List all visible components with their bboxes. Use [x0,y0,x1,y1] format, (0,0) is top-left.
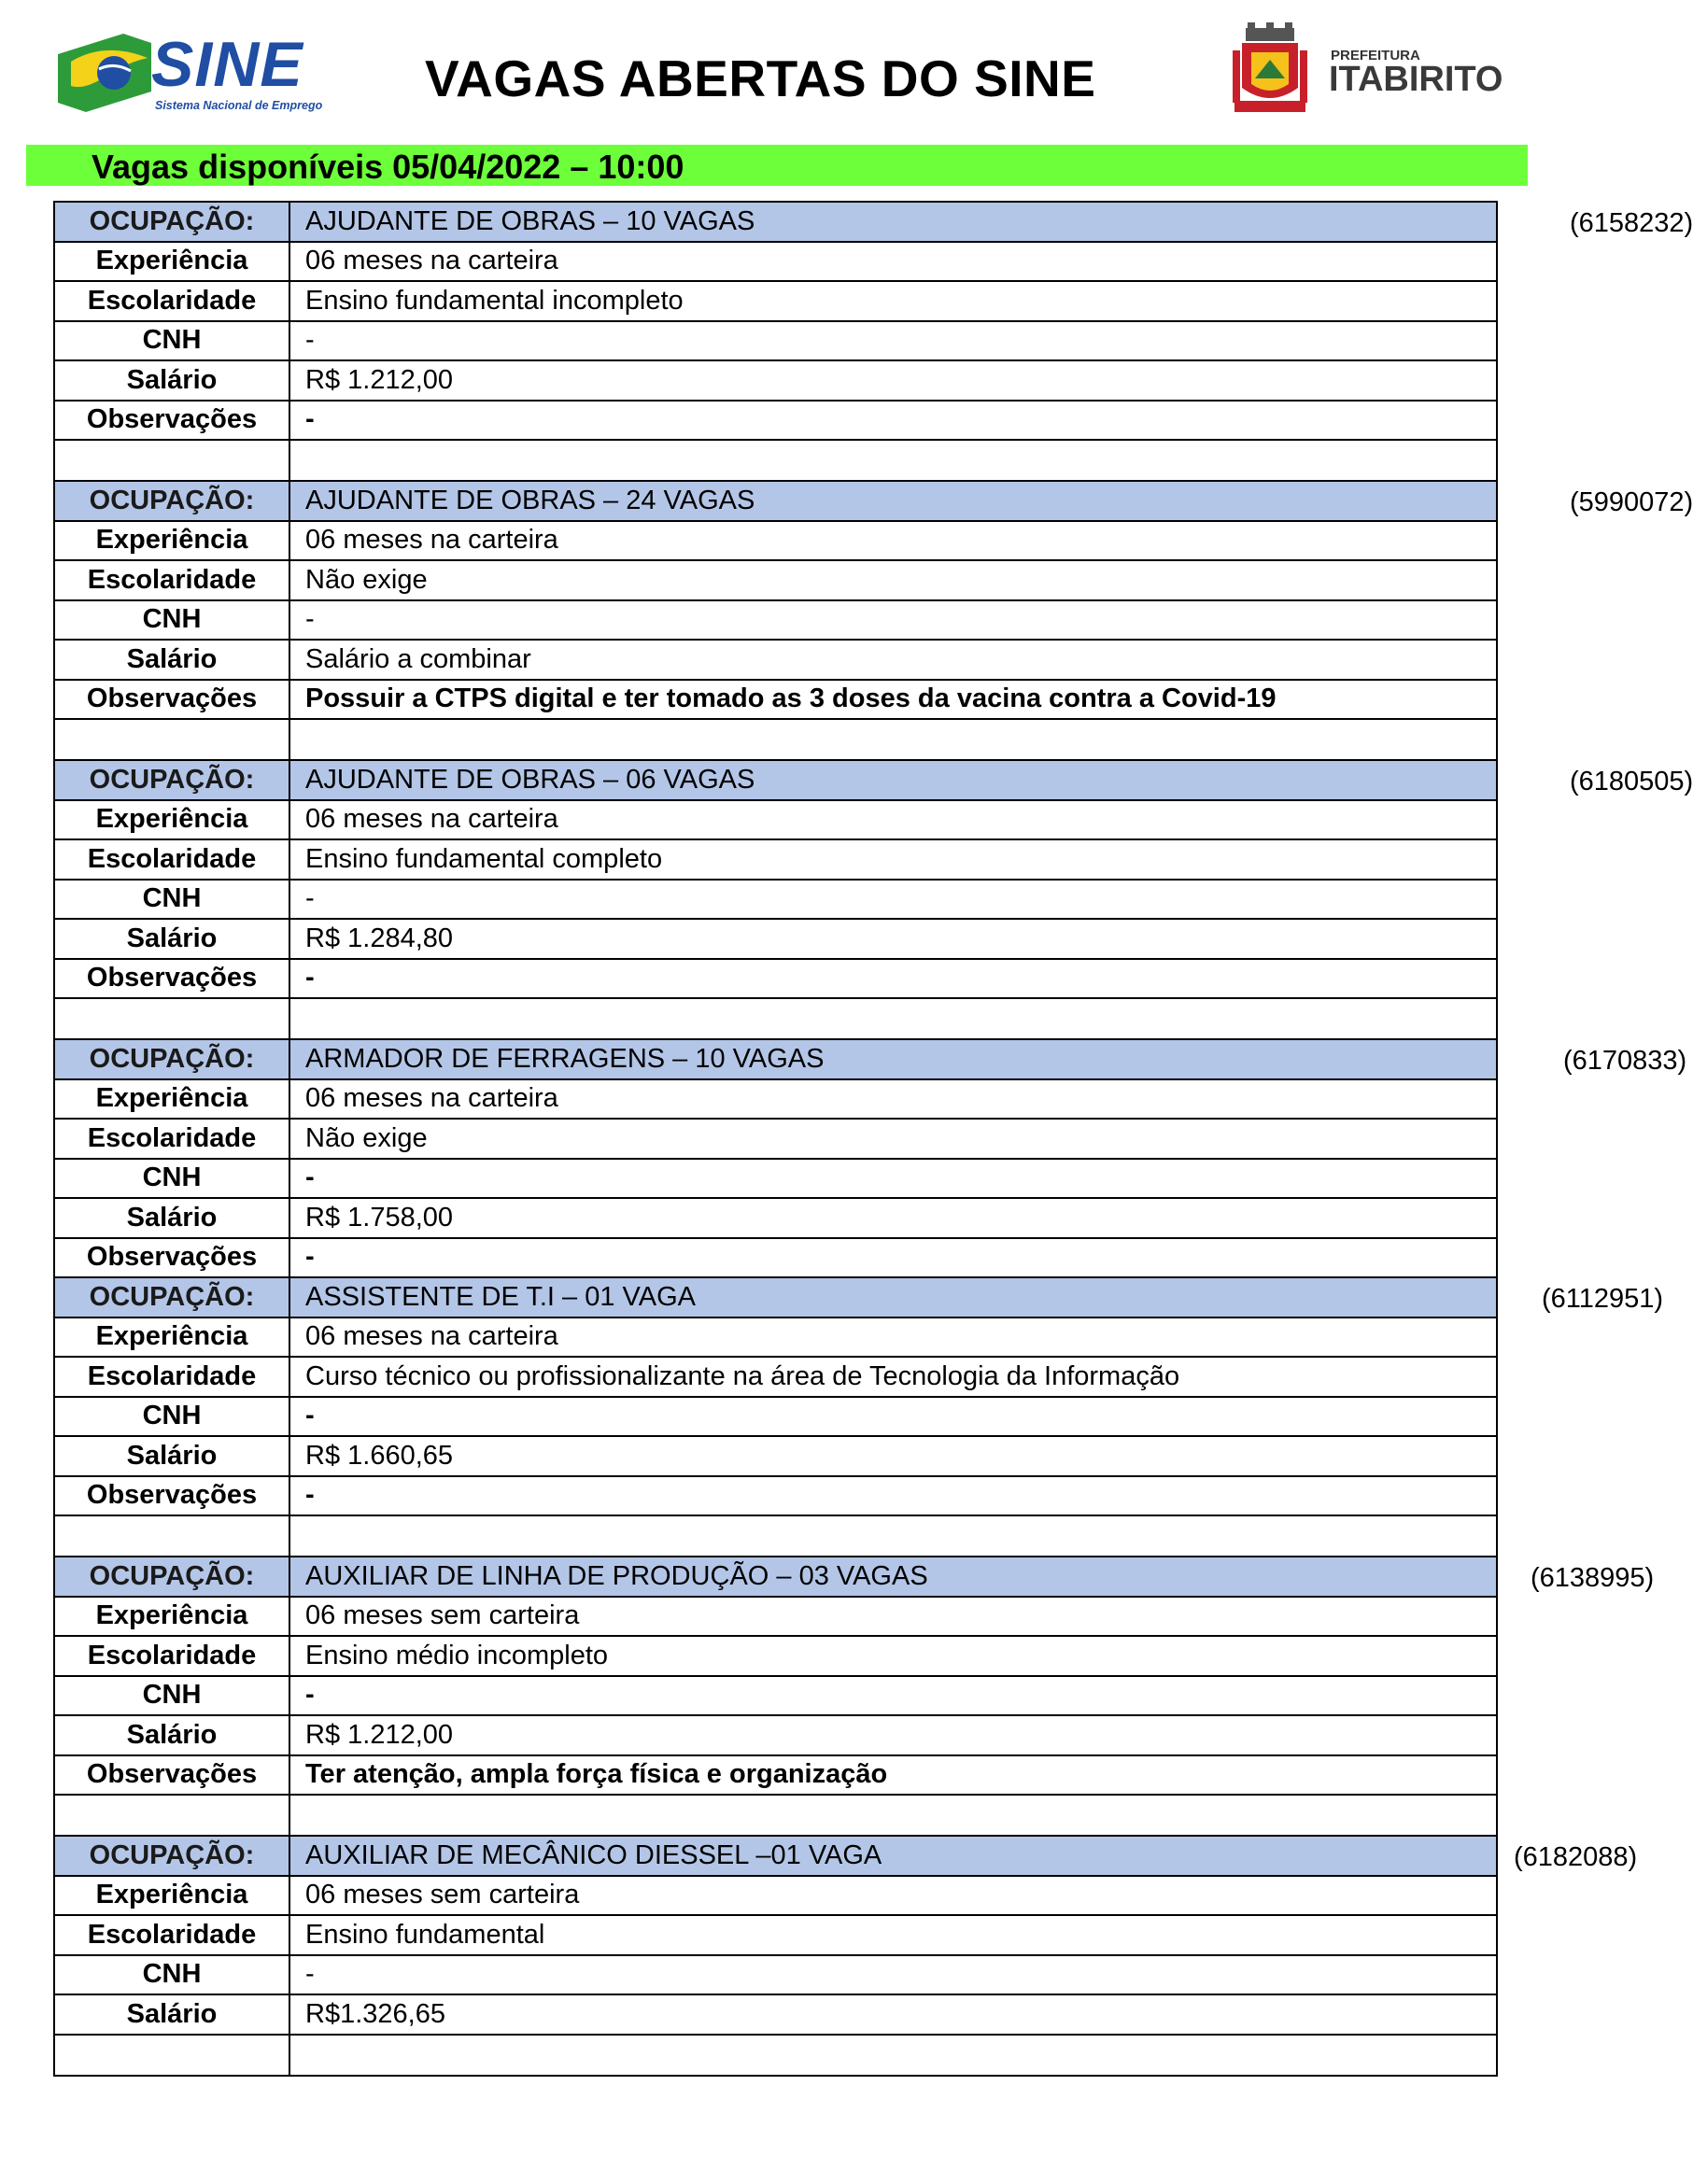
education-value: Não exige [289,1119,1497,1159]
education-label: Escolaridade [54,1357,289,1397]
occupation-value [289,1836,1638,1876]
spacer-row [54,440,1497,481]
salary-value: R$ 1.284,80 [289,919,1497,959]
job-code: (6182088) [1514,1842,1638,1872]
salary-label: Salário [54,640,289,680]
occupation-title: ASSISTENTE DE T.I – 01 VAGA [305,1281,696,1312]
salary-label: Salário [54,1715,289,1755]
occupation-value [289,1277,1664,1317]
education-label: Escolaridade [54,1636,289,1676]
page-header [0,0,1545,140]
spacer-row [54,719,1497,760]
cnh-label: CNH [54,321,289,361]
cnh-value: - [289,321,1497,361]
job-salary-row [54,360,1497,401]
cnh-value: - [289,600,1497,641]
salary-label: Salário [54,1198,289,1238]
spacer-row [54,1515,1497,1557]
job-experience-row [54,1597,1497,1637]
occupation-value [289,1039,1687,1079]
cnh-value: - [289,1159,1497,1199]
occupation-label: OCUPAÇÃO: [54,481,289,521]
job-experience-row [54,1317,1497,1358]
experience-label: Experiência [54,1079,289,1120]
education-value: Ensino médio incompleto [289,1636,1497,1676]
salary-value: R$ 1.212,00 [289,1715,1497,1755]
job-code: (5990072) [1570,487,1693,517]
sine-logo-subtitle: Sistema Nacional de Emprego [155,99,323,112]
cnh-value: - [289,1676,1497,1716]
job-code: (6112951) [1542,1284,1664,1314]
occupation-label: OCUPAÇÃO: [54,202,289,242]
salary-value: R$ 1.758,00 [289,1198,1497,1238]
job-education-row [54,281,1497,321]
job-occupation-row [54,202,1497,242]
cnh-label: CNH [54,1397,289,1437]
education-value: Ensino fundamental [289,1915,1497,1955]
sine-logo-text: SINE [151,29,303,100]
job-salary-row [54,919,1497,959]
date-banner [26,145,1528,186]
occupation-value [289,1557,1655,1597]
cnh-value: - [289,1955,1497,1995]
job-education-row [54,839,1497,880]
spacer-row [54,2035,1497,2076]
salary-label: Salário [54,1436,289,1476]
notes-label: Observações [54,1755,289,1796]
occupation-title: AJUDANTE DE OBRAS – 10 VAGAS [305,205,755,236]
job-salary-row [54,1198,1497,1238]
salary-value: Salário a combinar [289,640,1497,680]
spacer-row [54,998,1497,1039]
job-experience-row [54,800,1497,840]
job-experience-row [54,521,1497,561]
job-code: (6138995) [1531,1563,1655,1593]
job-salary-row [54,640,1497,680]
job-notes-row [54,401,1497,441]
job-education-row [54,560,1497,600]
experience-label: Experiência [54,1317,289,1358]
job-cnh-row [54,1397,1497,1437]
occupation-value [289,202,1693,242]
occupation-label: OCUPAÇÃO: [54,1557,289,1597]
job-cnh-row [54,1955,1497,1995]
date-banner-text: Vagas disponíveis 05/04/2022 – 10:00 [92,148,684,186]
salary-value: R$1.326,65 [289,1994,1497,2035]
job-salary-row [54,1715,1497,1755]
prefeitura-city-name: ITABIRITO [1329,60,1503,99]
occupation-label: OCUPAÇÃO: [54,1039,289,1079]
cnh-value: - [289,1397,1497,1437]
experience-label: Experiência [54,1876,289,1916]
job-notes-row [54,680,1497,720]
experience-value: 06 meses sem carteira [289,1597,1497,1637]
experience-value: 06 meses na carteira [289,800,1497,840]
job-code: (6170833) [1563,1046,1687,1076]
job-cnh-row [54,880,1497,920]
job-cnh-row [54,1159,1497,1199]
job-notes-row [54,1755,1497,1796]
experience-value: 06 meses na carteira [289,242,1497,282]
experience-value: 06 meses na carteira [289,1079,1497,1120]
job-experience-row [54,242,1497,282]
occupation-title: ARMADOR DE FERRAGENS – 10 VAGAS [305,1043,825,1074]
job-occupation-row [54,1277,1497,1317]
job-notes-row [54,1476,1497,1516]
notes-label: Observações [54,1476,289,1516]
education-label: Escolaridade [54,1915,289,1955]
notes-label: Observações [54,401,289,441]
job-cnh-row [54,600,1497,641]
salary-value: R$ 1.660,65 [289,1436,1497,1476]
job-education-row [54,1357,1497,1397]
experience-label: Experiência [54,521,289,561]
job-salary-row [54,1994,1497,2035]
job-education-row [54,1636,1497,1676]
job-salary-row [54,1436,1497,1476]
education-value: Curso técnico ou profissionalizante na área de Tecnologia da Informação [289,1357,1497,1397]
education-label: Escolaridade [54,839,289,880]
spacer-row [54,1795,1497,1836]
cnh-label: CNH [54,880,289,920]
job-code: (6180505) [1570,767,1693,796]
salary-label: Salário [54,919,289,959]
education-label: Escolaridade [54,560,289,600]
job-notes-row [54,959,1497,999]
cnh-label: CNH [54,1955,289,1995]
occupation-title: AJUDANTE DE OBRAS – 24 VAGAS [305,485,755,515]
notes-value: Possuir a CTPS digital e ter tomado as 3 doses da vacina contra a Covid-19 [289,680,1497,720]
job-cnh-row [54,1676,1497,1716]
salary-label: Salário [54,360,289,401]
occupation-title: AJUDANTE DE OBRAS – 06 VAGAS [305,764,755,795]
notes-label: Observações [54,1238,289,1278]
job-occupation-row [54,481,1497,521]
experience-value: 06 meses sem carteira [289,1876,1497,1916]
job-education-row [54,1915,1497,1955]
job-experience-row [54,1876,1497,1916]
notes-label: Observações [54,680,289,720]
education-value: Não exige [289,560,1497,600]
notes-value: - [289,959,1497,999]
jobs-table [53,201,1693,2077]
experience-value: 06 meses na carteira [289,521,1497,561]
notes-label: Observações [54,959,289,999]
occupation-label: OCUPAÇÃO: [54,760,289,800]
job-occupation-row [54,1557,1497,1597]
occupation-label: OCUPAÇÃO: [54,1836,289,1876]
job-education-row [54,1119,1497,1159]
job-code: (6158232) [1570,208,1693,238]
notes-value: - [289,1238,1497,1278]
experience-value: 06 meses na carteira [289,1317,1497,1358]
job-occupation-row [54,1039,1497,1079]
cnh-label: CNH [54,600,289,641]
job-cnh-row [54,321,1497,361]
experience-label: Experiência [54,800,289,840]
notes-value: - [289,401,1497,441]
occupation-label: OCUPAÇÃO: [54,1277,289,1317]
job-occupation-row [54,760,1497,800]
salary-value: R$ 1.212,00 [289,360,1497,401]
occupation-value [289,481,1693,521]
experience-label: Experiência [54,242,289,282]
notes-value: - [289,1476,1497,1516]
experience-label: Experiência [54,1597,289,1637]
education-value: Ensino fundamental incompleto [289,281,1497,321]
job-occupation-row [54,1836,1497,1876]
notes-value: Ter atenção, ampla força física e organização [289,1755,1497,1796]
salary-label: Salário [54,1994,289,2035]
occupation-value [289,760,1693,800]
prefeitura-label: PREFEITURA [1331,48,1420,63]
cnh-value: - [289,880,1497,920]
page-title: VAGAS ABERTAS DO SINE [425,49,1096,107]
job-experience-row [54,1079,1497,1120]
education-label: Escolaridade [54,1119,289,1159]
education-value: Ensino fundamental completo [289,839,1497,880]
occupation-title: AUXILIAR DE LINHA DE PRODUÇÃO – 03 VAGAS [305,1560,928,1591]
cnh-label: CNH [54,1676,289,1716]
occupation-title: AUXILIAR DE MECÂNICO DIESSEL –01 VAGA [305,1839,882,1870]
cnh-label: CNH [54,1159,289,1199]
job-notes-row [54,1238,1497,1278]
education-label: Escolaridade [54,281,289,321]
